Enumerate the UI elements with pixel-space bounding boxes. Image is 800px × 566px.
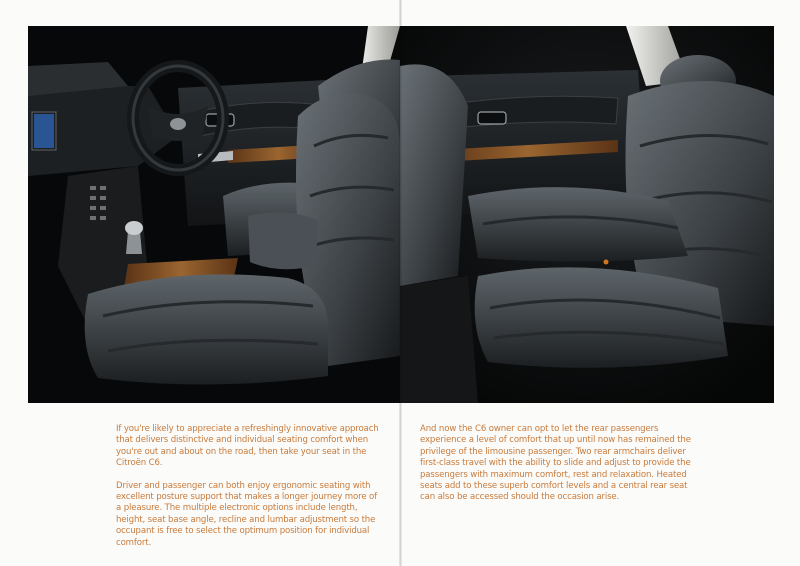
screen-icon xyxy=(34,114,54,148)
left-text-column xyxy=(116,424,384,560)
intro-paragraph: If you're likely to appreciate a refreshingly innovative approach that delivers distinctive and individual seating comfort when you're out and about on the road, then take your seat in the Citroën C6. xyxy=(116,424,379,469)
driver-paragraph: Driver and passenger can both enjoy ergonomic seating with excellent posture support that makes a longer journey more of a pleasure. The multiple electronic options include length, height, seat base angle, recline and lumbar adjustment so the occupant is free to select the optimum position for individual comfort. xyxy=(116,480,378,548)
right-text-column xyxy=(420,424,692,515)
rear-passenger-paragraph: And now the C6 owner can opt to let the rear passengers experience a level of comfort that up until now has remained the privilege of the limousine passenger. Two rear armchairs deliver first-class travel with the ability to slide and adjust to provide the passengers with maximum comfort, rest and relaxation. Heated seats add to these superb comfort levels and a central rear seat can also be accessed should the occasion arise. xyxy=(420,424,691,503)
page-fold xyxy=(399,0,402,566)
seat-light-icon xyxy=(604,260,609,265)
rear-cabin xyxy=(400,26,774,403)
